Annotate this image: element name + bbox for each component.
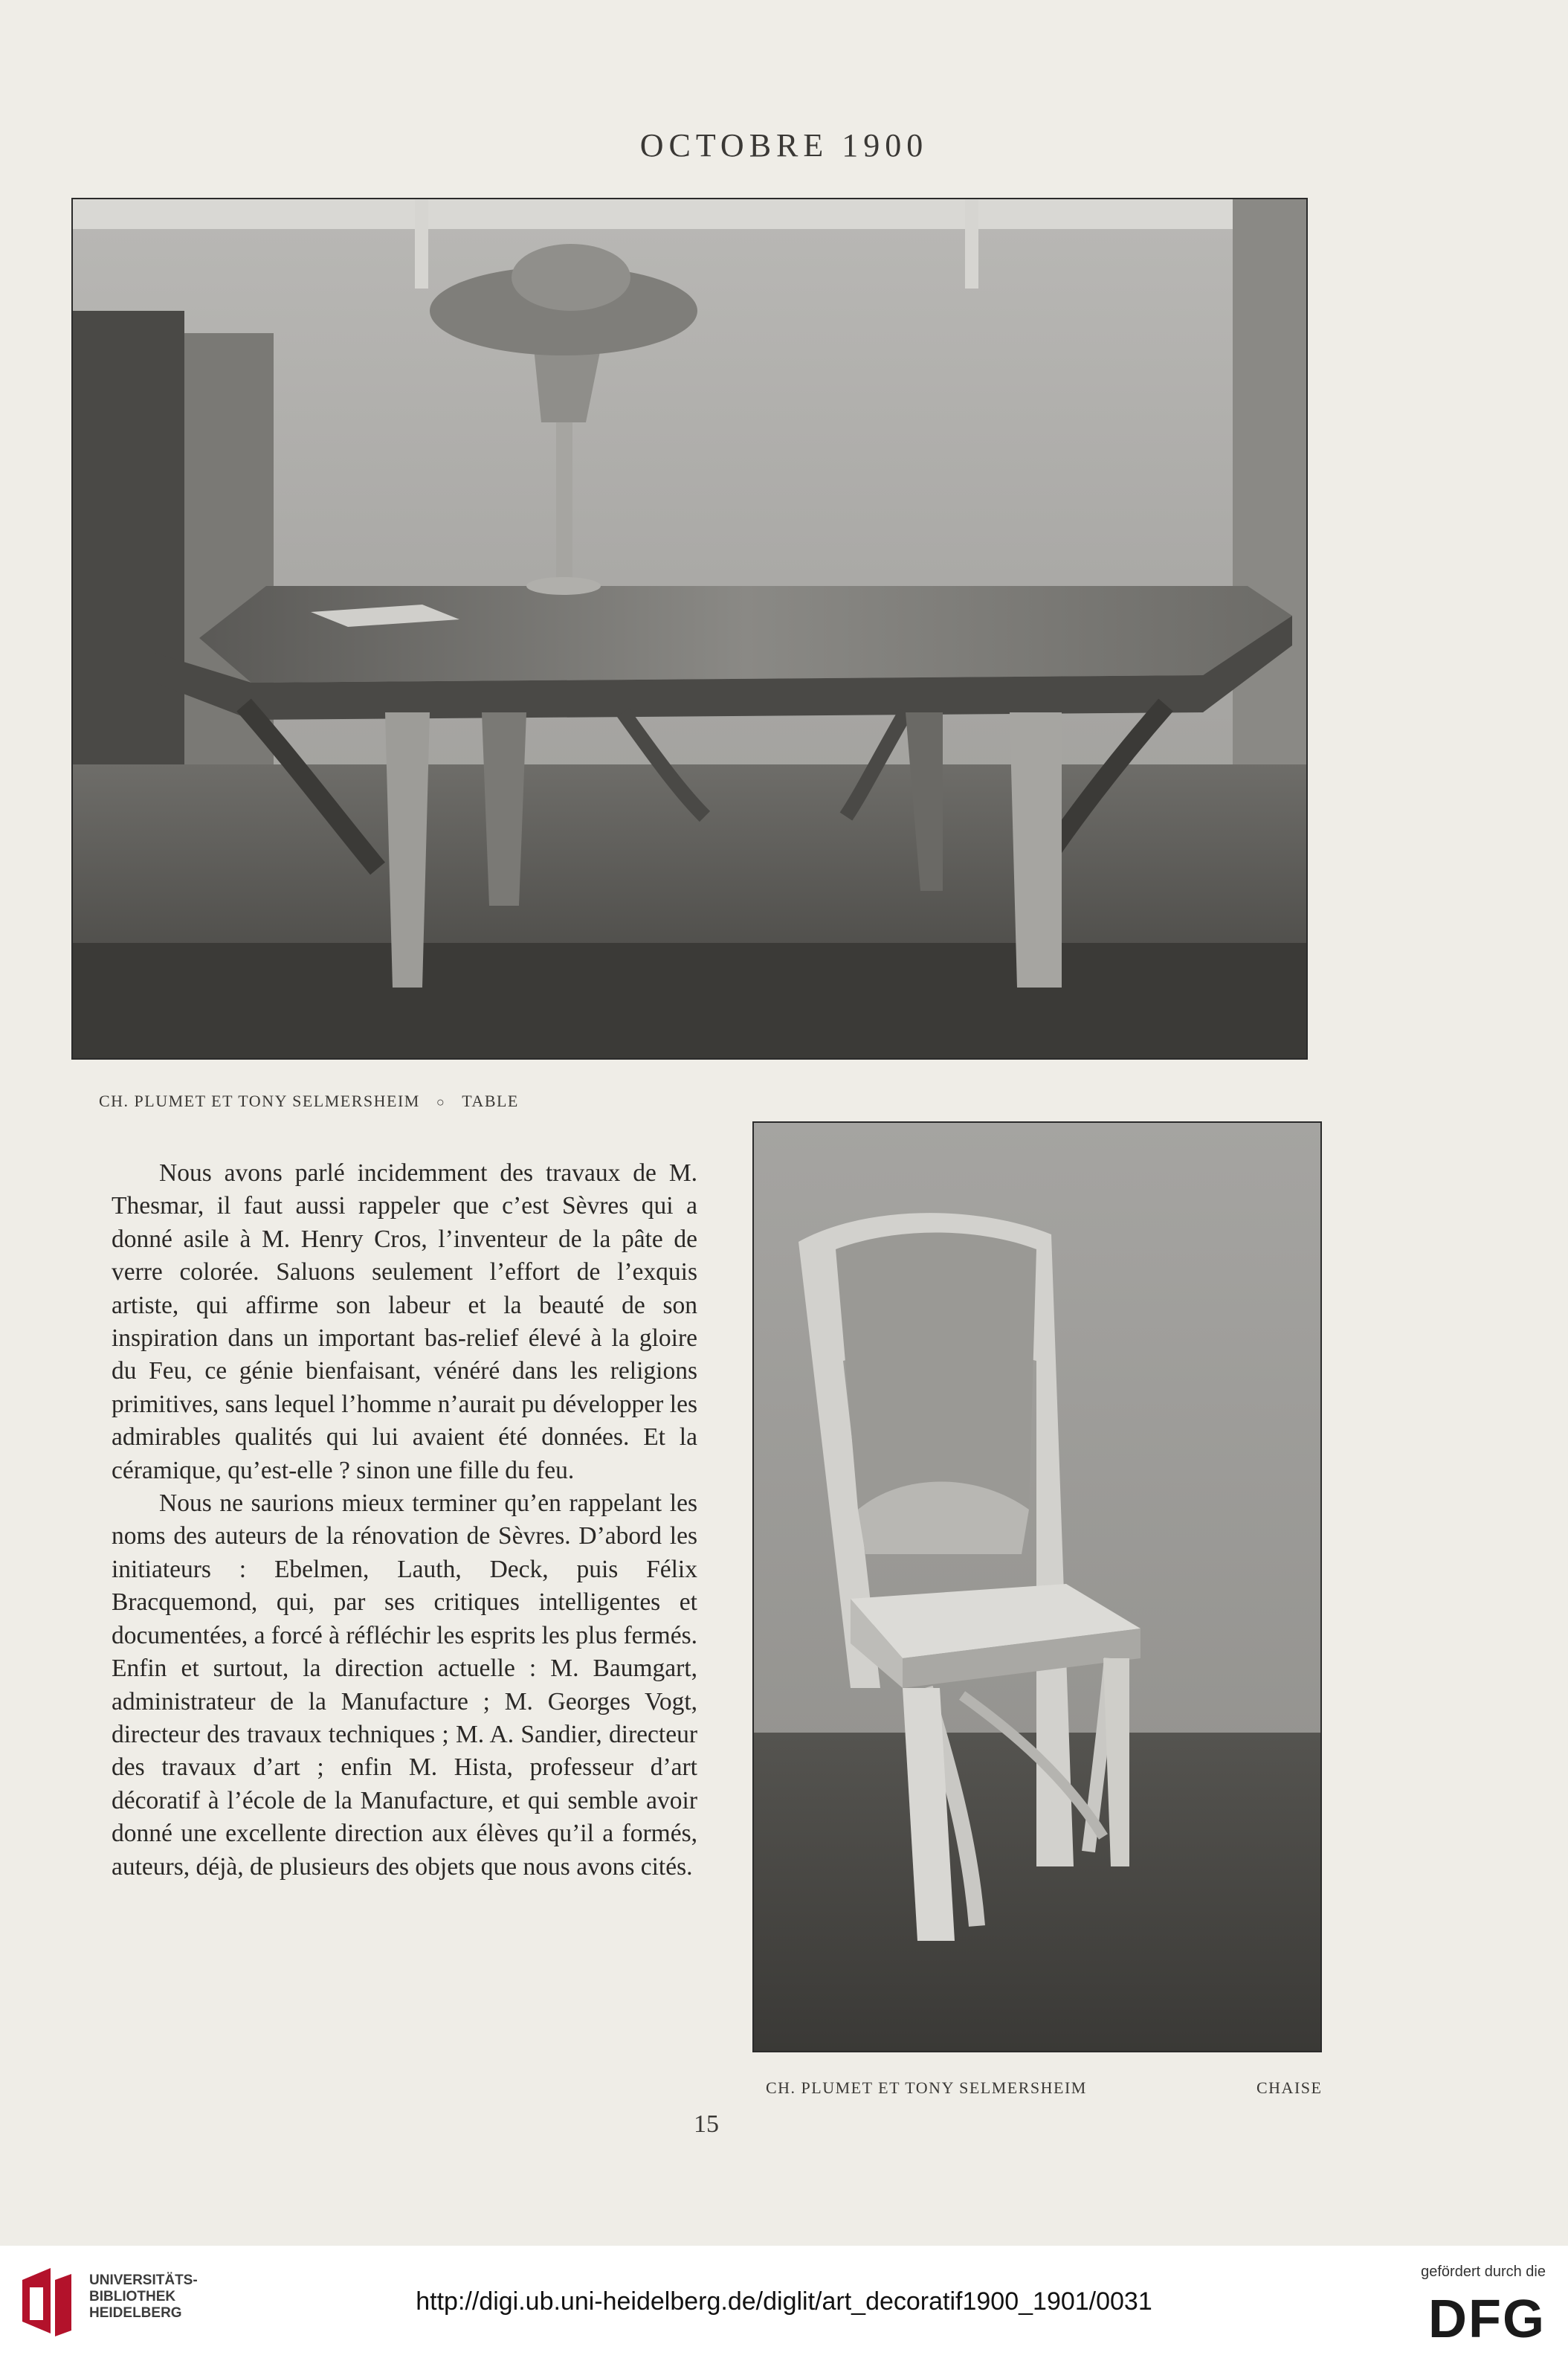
library-name-line: UNIVERSITÄTS- (89, 2272, 198, 2288)
article-text (112, 1157, 697, 1884)
page-number: 15 (694, 2110, 719, 2138)
table-photograph (71, 198, 1308, 1060)
chair-caption-authors: CH. PLUMET ET TONY SELMERSHEIM (766, 2078, 1087, 2097)
table-caption-authors: CH. PLUMET ET TONY SELMERSHEIM (99, 1092, 420, 1110)
article-paragraph-2: Nous ne saurions mieux terminer qu’en rappelant les noms des auteurs de la rénovation de Sèvres. D’abord les initiateurs : Ebelmen, Lauth, Deck, puis Félix Bracquemond, qui, par ses critiques intelligentes et documentées, a forcé à réfléchir les esprits les plus fermés. Enfin et surtout, la direction actuelle : M. Baumgart, administrateur de la Manufacture ; M. Georges Vogt, directeur des travaux techniques ; M. A. Sandier, directeur des travaux d’art ; enfin M. Hista, professeur d’art décoratif à l’école de la Manufacture, et qui semble avoir donné une excellente direction aux élèves qu’il a formés, auteurs, déjà, de plusieurs des objets que nous avons cités. (112, 1489, 697, 1881)
source-url-link[interactable]: http://digi.ub.uni-heidelberg.de/diglit/art_decoratif1900_1901/0031 (416, 2287, 1152, 2316)
chair-caption-title: CHAISE (1256, 2078, 1323, 2097)
table-caption (99, 1092, 519, 1111)
funding-label: gefördert durch die (1421, 2264, 1546, 2280)
digitization-footer (0, 2246, 1568, 2358)
dfg-logo: DFG (1428, 2290, 1546, 2349)
article-paragraph-1: Nous avons parlé incidemment des travaux de M. Thesmar, il faut aussi rappeler que c’est Sèvres qui a donné asile à M. Henry Cros, l’inventeur de la pâte de verre colorée. Saluons seulement l’effort de l’exquis artiste, qui affirme son labeur et la beauté de son inspiration dans un important bas-relief élevé à la gloire du Feu, ce génie bienfaisant, vénéré dans les religions primitives, sans lequel l’homme n’aurait pu développer les admirables qualités qui lui avaient été données. Et la céramique, qu’est-elle ? sinon une fille du feu. (112, 1159, 697, 1484)
chair-photograph (752, 1121, 1322, 2052)
caption-separator: ○ (436, 1095, 446, 1109)
library-name-line: HEIDELBERG (89, 2305, 182, 2321)
table-caption-title: TABLE (462, 1092, 519, 1110)
running-header: OCTOBRE 1900 (639, 127, 929, 164)
library-name-line: BIBLIOTHEK (89, 2289, 176, 2304)
